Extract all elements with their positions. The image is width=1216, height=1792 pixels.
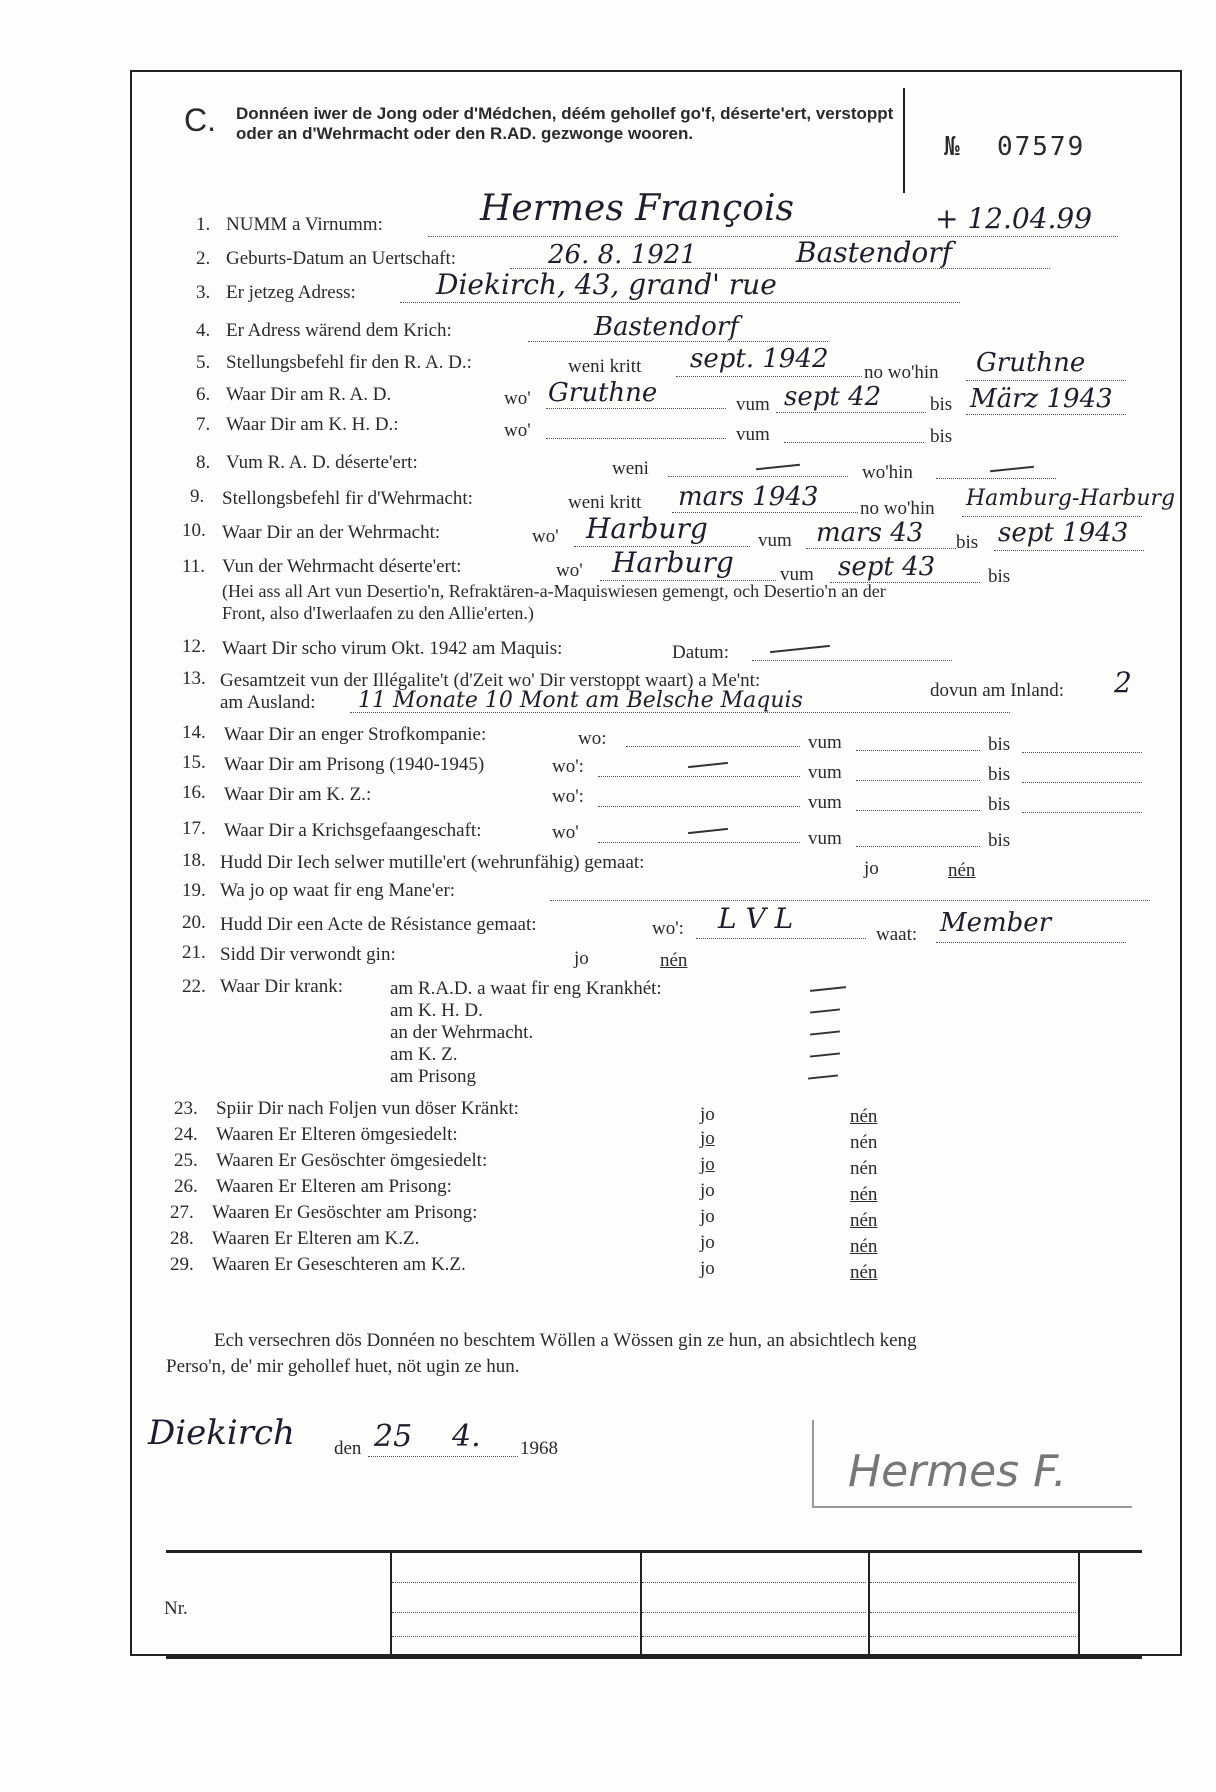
row-19-label: Wa jo op waat fir eng Mane'er: — [220, 880, 456, 901]
row-17-vum: vum — [808, 828, 842, 849]
row-9-value: mars 1943 — [678, 482, 819, 512]
row-13-num: 13. — [182, 668, 206, 689]
row-6-bis: bis — [930, 394, 953, 415]
row-15-field-b[interactable] — [856, 780, 980, 781]
row-18-jo[interactable]: jo — [864, 858, 879, 879]
row-14-vum: vum — [808, 732, 842, 753]
row-21-num: 21. — [182, 942, 206, 963]
row-19-field[interactable] — [550, 900, 1150, 901]
footer-field-6[interactable] — [642, 1636, 866, 1637]
row-2-num: 2. — [196, 248, 211, 269]
row-24-label: Waaren Er Elteren ömgesiedelt: — [216, 1124, 458, 1145]
row-6-value3: März 1943 — [970, 384, 1113, 414]
row-5-num: 5. — [196, 352, 211, 373]
footer-col-1 — [390, 1550, 392, 1656]
row-3-value: Diekirch, 43, grand' rue — [436, 268, 777, 301]
row-10-value3: sept 1943 — [998, 518, 1129, 548]
row-4-num: 4. — [196, 320, 211, 341]
row-7-field-a[interactable] — [546, 438, 726, 439]
signature-year: 1968 — [520, 1438, 558, 1459]
row-9-label: Stellongsbefehl fir d'Wehrmacht: — [222, 488, 473, 509]
row-6-num: 6. — [196, 384, 211, 405]
footer-col-3 — [868, 1550, 870, 1656]
row-27-jo[interactable]: jo — [700, 1206, 715, 1227]
row-17-num: 17. — [182, 818, 206, 839]
row-20-field-a[interactable] — [696, 938, 866, 939]
row-24-num: 24. — [174, 1124, 198, 1145]
signature-month: 4. — [452, 1419, 481, 1454]
row-10-vum: vum — [758, 530, 792, 551]
row-3-num: 3. — [196, 282, 211, 303]
row-6-wo: wo' — [504, 388, 531, 409]
row-20-waat: waat: — [876, 924, 918, 945]
row-27-nen[interactable]: nén — [850, 1210, 878, 1231]
row-16-wo: wo': — [552, 786, 584, 807]
declaration-line-1: Ech versechren dös Donnéen no beschtem Wöllen a Wössen gin ze hun, an absichtlech keng — [214, 1330, 917, 1351]
row-9-weni: weni kritt — [568, 492, 642, 513]
row-24-nen[interactable]: nén — [850, 1132, 878, 1153]
number-sign: № — [944, 132, 962, 162]
row-11-value: Harburg — [612, 546, 734, 579]
row-19-num: 19. — [182, 880, 206, 901]
row-10-bis: bis — [956, 532, 979, 553]
row-25-label: Waaren Er Gesöschter ömgesiedelt: — [216, 1150, 488, 1171]
row-9-field-b[interactable] — [962, 516, 1142, 517]
row-13-ausland-label: am Ausland: — [220, 692, 316, 713]
row-14-field-a[interactable] — [626, 746, 800, 747]
row-14-wo: wo: — [578, 728, 607, 749]
row-15-field-c[interactable] — [1022, 782, 1142, 783]
row-4-value: Bastendorf — [594, 312, 739, 342]
row-26-label: Waaren Er Elteren am Prisong: — [216, 1176, 452, 1197]
row-20-label: Hudd Dir een Acte de Résistance gemaat: — [220, 914, 537, 935]
footer-field-2[interactable] — [392, 1612, 638, 1613]
row-3-label: Er jetzeg Adress: — [226, 282, 356, 303]
row-20-value: L V L — [718, 902, 794, 935]
row-25-num: 25. — [174, 1150, 198, 1171]
row-8-label: Vum R. A. D. déserte'ert: — [226, 452, 418, 473]
row-14-bis: bis — [988, 734, 1011, 755]
row-6-value: Gruthne — [548, 378, 658, 408]
row-16-field-c[interactable] — [1022, 812, 1142, 813]
row-1-value: Hermes François — [480, 188, 794, 229]
row-23-label: Spiir Dir nach Foljen vun döser Kränkt: — [216, 1098, 519, 1119]
row-7-wo: wo' — [504, 420, 531, 441]
row-14-field-c[interactable] — [1022, 752, 1142, 753]
row-28-nen[interactable]: nén — [850, 1236, 878, 1257]
row-27-label: Waaren Er Gesöschter am Prisong: — [212, 1202, 478, 1223]
row-8-field-a[interactable] — [668, 476, 848, 477]
row-1-num: 1. — [196, 214, 211, 235]
row-7-bis: bis — [930, 426, 953, 447]
row-13-inland: 2 — [1114, 666, 1132, 699]
row-16-field-a[interactable] — [598, 806, 800, 807]
row-9-value2: Hamburg-Harburg — [966, 486, 1176, 511]
row-12-label: Waart Dir scho virum Okt. 1942 am Maquis: — [222, 638, 563, 659]
row-2-value: 26. 8. 1921 — [548, 240, 697, 270]
row-4-label: Er Adress wärend dem Krich: — [226, 320, 452, 341]
row-16-num: 16. — [182, 782, 206, 803]
row-12-datum: Datum: — [672, 642, 729, 663]
row-17-bis: bis — [988, 830, 1011, 851]
row-11-wo: wo' — [556, 560, 583, 581]
row-17-field-b[interactable] — [856, 846, 980, 847]
row-14-num: 14. — [182, 722, 206, 743]
row-29-nen[interactable]: nén — [850, 1262, 878, 1283]
row-8-wohin: wo'hin — [862, 462, 913, 483]
row-6-field-c[interactable] — [966, 414, 1126, 415]
row-25-jo[interactable]: jo — [700, 1154, 715, 1175]
row-21-label: Sidd Dir verwondt gin: — [220, 944, 396, 965]
row-26-jo[interactable]: jo — [700, 1180, 715, 1201]
row-3-field[interactable] — [400, 302, 960, 303]
row-29-jo[interactable]: jo — [700, 1258, 715, 1279]
row-20-field-b[interactable] — [936, 942, 1126, 943]
row-8-weni: weni — [612, 458, 649, 479]
row-7-field-b[interactable] — [784, 442, 924, 443]
row-6-value2: sept 42 — [784, 382, 882, 412]
row-21-jo[interactable]: jo — [574, 948, 589, 969]
row-13-ausland: 11 Monate 10 Mont am Belsche Maquis — [358, 688, 803, 713]
footer-field-4[interactable] — [642, 1582, 866, 1583]
footer-field-8[interactable] — [870, 1612, 1076, 1613]
row-15-field-a[interactable] — [598, 776, 800, 777]
footer-field-3[interactable] — [392, 1636, 638, 1637]
row-5-value: sept. 1942 — [690, 344, 829, 374]
row-8-num: 8. — [196, 452, 211, 473]
row-28-jo[interactable]: jo — [700, 1232, 715, 1253]
row-11-value2: sept 43 — [838, 552, 936, 582]
row-2-label: Geburts-Datum an Uertschaft: — [226, 248, 457, 269]
row-22-sub-1: am R.A.D. a waat fir eng Krankhét: — [390, 978, 662, 999]
row-16-bis: bis — [988, 794, 1011, 815]
row-7-label: Waar Dir am K. H. D.: — [226, 414, 399, 435]
row-5-wohin: no wo'hin — [864, 362, 939, 383]
footer-nr-label: Nr. — [164, 1598, 188, 1619]
footer-top-line — [166, 1550, 1142, 1553]
signature-day: 25 — [374, 1419, 413, 1454]
row-26-nen[interactable]: nén — [850, 1184, 878, 1205]
signature-box-left — [812, 1420, 814, 1506]
row-15-wo: wo': — [552, 756, 584, 777]
row-5-field-b[interactable] — [966, 380, 1126, 381]
row-10-wo: wo' — [532, 526, 559, 547]
row-22-sub-4: am K. Z. — [390, 1044, 458, 1065]
row-15-vum: vum — [808, 762, 842, 783]
row-16-field-b[interactable] — [856, 810, 980, 811]
row-6-field-b[interactable] — [776, 412, 926, 413]
row-20-wo: wo': — [652, 918, 684, 939]
row-13-dovun: dovun am Inland: — [930, 680, 1065, 701]
row-28-label: Waaren Er Elteren am K.Z. — [212, 1228, 420, 1249]
row-29-num: 29. — [170, 1254, 194, 1275]
row-11-vum: vum — [780, 564, 814, 585]
row-20-num: 20. — [182, 912, 206, 933]
row-23-nen[interactable]: nén — [850, 1106, 878, 1127]
row-13-label: Gesamtzeit vun der Illégalite't (d'Zeit wo' Dir verstoppt waart) a Me'nt: — [220, 670, 761, 691]
footer-field-5[interactable] — [642, 1612, 866, 1613]
row-5-value2: Gruthne — [976, 348, 1086, 378]
row-14-field-b[interactable] — [856, 750, 980, 751]
row-22-sub-2: am K. H. D. — [390, 1000, 483, 1021]
row-11-note-2: Front, also d'Iwerlaafen zu den Allie'erten.) — [222, 603, 534, 623]
footer-field-9[interactable] — [870, 1636, 1076, 1637]
row-17-label: Waar Dir a Krichsgefaangeschaft: — [224, 820, 482, 841]
row-25-nen[interactable]: nén — [850, 1158, 878, 1179]
row-2-extra: Bastendorf — [796, 236, 953, 269]
section-title: Donnéen iwer de Jong oder d'Médchen, déém gehollef go'f, déserte'ert, verstoppt oder an d'Wehrmacht oder den R.AD. gezwonge wooren. — [236, 104, 894, 143]
row-27-num: 27. — [170, 1202, 194, 1223]
row-20-value2: Member — [940, 908, 1052, 938]
row-17-wo: wo' — [552, 822, 579, 843]
row-1-field[interactable] — [428, 236, 1118, 237]
footer-field-1[interactable] — [392, 1582, 638, 1583]
row-16-label: Waar Dir am K. Z.: — [224, 784, 372, 805]
row-1-label: NUMM a Virnumm: — [226, 214, 383, 235]
row-5-field-a[interactable] — [676, 376, 862, 377]
row-23-jo[interactable]: jo — [700, 1104, 715, 1125]
row-10-num: 10. — [182, 520, 206, 541]
row-7-vum: vum — [736, 424, 770, 445]
header-divider — [903, 88, 905, 193]
footer-field-7[interactable] — [870, 1582, 1076, 1583]
row-12-field[interactable] — [752, 660, 952, 661]
row-18-label: Hudd Dir Iech selwer mutille'ert (wehrunfähig) gemaat: — [220, 852, 645, 873]
footer-col-2 — [640, 1550, 642, 1656]
row-10-label: Waar Dir an der Wehrmacht: — [222, 522, 441, 543]
number-value: 07579 — [996, 132, 1086, 162]
row-7-num: 7. — [196, 414, 211, 435]
row-18-nen[interactable]: nén — [948, 860, 976, 881]
row-29-label: Waaren Er Geseschteren am K.Z. — [212, 1254, 466, 1275]
row-23-num: 23. — [174, 1098, 198, 1119]
row-1-extra: + 12.04.99 — [935, 202, 1093, 235]
row-15-label: Waar Dir am Prisong (1940-1945) — [224, 754, 485, 775]
row-5-label: Stellungsbefehl fir den R. A. D.: — [226, 352, 472, 373]
row-6-vum: vum — [736, 394, 770, 415]
row-9-wohin: no wo'hin — [860, 498, 935, 519]
row-6-label: Waar Dir am R. A. D. — [226, 384, 392, 405]
row-9-num: 9. — [190, 486, 205, 507]
row-10-field-c[interactable] — [994, 550, 1144, 551]
row-15-num: 15. — [182, 752, 206, 773]
row-28-num: 28. — [170, 1228, 194, 1249]
row-6-field-a[interactable] — [546, 408, 726, 409]
row-11-label: Vun der Wehrmacht déserte'ert: — [222, 556, 462, 577]
form-number — [944, 132, 1085, 162]
row-12-num: 12. — [182, 636, 206, 657]
row-21-nen[interactable]: nén — [660, 950, 688, 971]
date-field[interactable] — [368, 1456, 518, 1457]
signature-den: den — [334, 1438, 362, 1459]
row-26-num: 26. — [174, 1176, 198, 1197]
row-10-value2: mars 43 — [816, 518, 924, 548]
footer-bottom-line — [166, 1656, 1142, 1659]
row-11-note-1: (Hei ass all Art vun Desertio'n, Refraktären-a-Maquiswiesen gemengt, och Desertio'n an der — [222, 581, 886, 601]
row-22-sub-5: am Prisong — [390, 1066, 477, 1087]
row-14-label: Waar Dir an enger Strofkompanie: — [224, 724, 487, 745]
row-18-num: 18. — [182, 850, 206, 871]
section-letter: C. — [184, 102, 216, 138]
row-17-field-a[interactable] — [598, 842, 800, 843]
row-24-jo[interactable]: jo — [700, 1128, 715, 1149]
row-22-num: 22. — [182, 976, 206, 997]
signature-place: Diekirch — [148, 1413, 295, 1453]
row-8-field-b[interactable] — [936, 478, 1056, 479]
declaration-line-2: Perso'n, de' mir gehollef huet, nöt ugin ze hun. — [166, 1356, 520, 1377]
footer-col-4 — [1078, 1550, 1080, 1656]
row-15-bis: bis — [988, 764, 1011, 785]
row-11-num: 11. — [182, 556, 206, 577]
row-11-bis: bis — [988, 566, 1011, 587]
signature: Hermes F. — [848, 1446, 1067, 1497]
row-5-weni: weni kritt — [568, 356, 642, 377]
row-22-sub-3: an der Wehrmacht. — [390, 1022, 534, 1043]
row-10-field-b[interactable] — [806, 548, 956, 549]
row-22-label: Waar Dir krank: — [220, 976, 343, 997]
row-16-vum: vum — [808, 792, 842, 813]
signature-box-bottom — [812, 1506, 1132, 1508]
row-10-value: Harburg — [586, 512, 708, 545]
